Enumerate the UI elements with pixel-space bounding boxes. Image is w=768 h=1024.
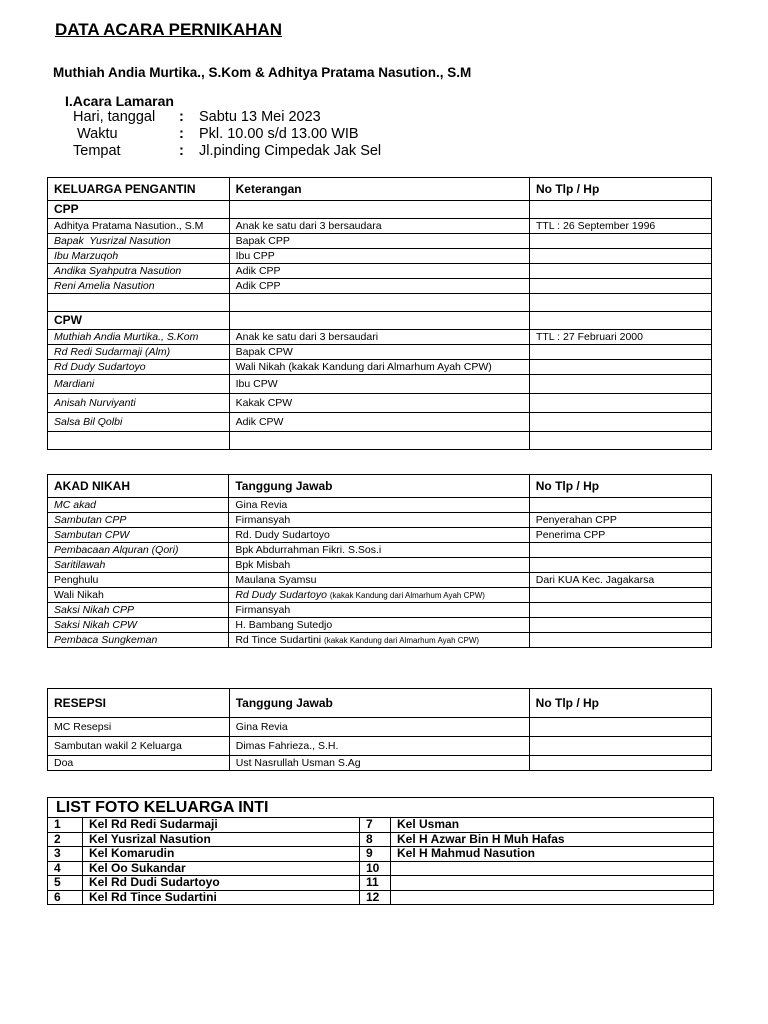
phone-cell: Penyerahan CPP [529, 513, 711, 528]
lamaran-value: Sabtu 13 Mei 2023 [199, 109, 321, 125]
photo-number: 5 [48, 876, 83, 891]
group-label: CPP [48, 201, 230, 219]
table-row [48, 498, 712, 513]
person-note: (kakak Kandung dari Almarhum Ayah CPW) [324, 635, 480, 645]
person-in-charge: Rd Tince Sudartini (kakak Kandung dari Almarhum Ayah CPW) [229, 633, 529, 648]
lamaran-separator: : [179, 126, 184, 142]
table-row [48, 279, 712, 294]
phone-cell [529, 633, 711, 648]
photo-family [391, 876, 714, 891]
event-item: MC akad [48, 498, 229, 513]
member-note: Adik CPW [229, 413, 529, 432]
member-note: Bapak CPW [229, 345, 529, 360]
table-row [48, 890, 714, 905]
table-row [48, 219, 712, 234]
person-in-charge: Ust Nasrullah Usman S.Ag [229, 756, 529, 771]
member-note: Ibu CPW [229, 375, 529, 394]
group-label: CPW [48, 312, 230, 330]
person-in-charge: Bpk Abdurrahman Fikri. S.Sos.i [229, 543, 529, 558]
table-row [48, 737, 712, 756]
photo-number: 8 [360, 832, 391, 847]
person-in-charge: H. Bambang Sutedjo [229, 618, 529, 633]
photo-family: Kel H Azwar Bin H Muh Hafas [391, 832, 714, 847]
photo-list-table [47, 797, 714, 905]
table-row [48, 756, 712, 771]
table-row [48, 413, 712, 432]
photo-family: Kel Komarudin [83, 847, 360, 862]
phone-cell: Dari KUA Kec. Jagakarsa [529, 573, 711, 588]
photo-family: Kel H Mahmud Nasution [391, 847, 714, 862]
table-row [48, 528, 712, 543]
member-name: Mardiani [48, 375, 230, 394]
lamaran-label: Hari, tanggal [73, 109, 156, 125]
column-header: AKAD NIKAH [48, 475, 229, 498]
phone-cell [529, 603, 711, 618]
member-name: Reni Amelia Nasution [48, 279, 230, 294]
table-row [48, 360, 712, 375]
table-header-row [48, 475, 712, 498]
photo-number: 12 [360, 890, 391, 905]
person-in-charge: Maulana Syamsu [229, 573, 529, 588]
member-name: Rd Redi Sudarmaji (Alm) [48, 345, 230, 360]
member-name: Bapak Yusrizal Nasution [48, 234, 230, 249]
lamaran-separator: : [179, 143, 184, 159]
table-row [48, 618, 712, 633]
table-row [48, 832, 714, 847]
event-item: Doa [48, 756, 230, 771]
member-phone: TTL : 26 September 1996 [529, 219, 711, 234]
photo-list-title-row [48, 798, 714, 818]
event-item: Saritilawah [48, 558, 229, 573]
person-in-charge: Dimas Fahrieza., S.H. [229, 737, 529, 756]
table-row [48, 330, 712, 345]
event-item: Sambutan CPP [48, 513, 229, 528]
column-header: No Tlp / Hp [529, 178, 711, 201]
table-row [48, 861, 714, 876]
resepsi-table [47, 688, 712, 771]
photo-number: 7 [360, 818, 391, 833]
lamaran-value: Pkl. 10.00 s/d 13.00 WIB [199, 126, 359, 142]
member-name: Andika Syahputra Nasution [48, 264, 230, 279]
photo-number: 10 [360, 861, 391, 876]
member-note: Bapak CPP [229, 234, 529, 249]
person-in-charge: Gina Revia [229, 718, 529, 737]
phone-cell [529, 718, 711, 737]
member-note: Adik CPP [229, 264, 529, 279]
person-note: (kakak Kandung dari Almarhum Ayah CPW) [329, 590, 485, 600]
photo-number: 3 [48, 847, 83, 862]
person-in-charge: Rd. Dudy Sudartoyo [229, 528, 529, 543]
document-title: DATA ACARA PERNIKAHAN [55, 20, 282, 39]
table-row [48, 375, 712, 394]
column-header: Keterangan [229, 178, 529, 201]
event-item: Sambutan wakil 2 Keluarga [48, 737, 230, 756]
phone-cell [529, 498, 711, 513]
member-phone [529, 279, 711, 294]
empty-row [48, 432, 712, 450]
member-name: Ibu Marzuqoh [48, 249, 230, 264]
member-phone [529, 234, 711, 249]
lamaran-label: Waktu [73, 126, 118, 142]
photo-family [391, 890, 714, 905]
event-item: Pembacaan Alquran (Qori) [48, 543, 229, 558]
member-phone [529, 345, 711, 360]
photo-number: 6 [48, 890, 83, 905]
member-phone [529, 360, 711, 375]
column-header: No Tlp / Hp [529, 689, 711, 718]
table-row [48, 264, 712, 279]
lamaran-heading: I.Acara Lamaran [65, 93, 174, 109]
photo-list-title: LIST FOTO KELUARGA INTI [48, 798, 714, 818]
photo-family: Kel Rd Dudi Sudartoyo [83, 876, 360, 891]
event-item: Penghulu [48, 573, 229, 588]
phone-cell: Penerima CPP [529, 528, 711, 543]
column-header: No Tlp / Hp [529, 475, 711, 498]
photo-number: 2 [48, 832, 83, 847]
table-row [48, 818, 714, 833]
member-name: Adhitya Pratama Nasution., S.M [48, 219, 230, 234]
member-note: Wali Nikah (kakak Kandung dari Almarhum Ayah CPW) [229, 360, 529, 375]
photo-number: 9 [360, 847, 391, 862]
table-row [48, 588, 712, 603]
member-name: Rd Dudy Sudartoyo [48, 360, 230, 375]
member-phone [529, 413, 711, 432]
photo-number: 1 [48, 818, 83, 833]
photo-family: Kel Rd Tince Sudartini [83, 890, 360, 905]
table-row [48, 543, 712, 558]
member-note: Kakak CPW [229, 394, 529, 413]
keluarga-table [47, 177, 712, 450]
table-row [48, 718, 712, 737]
table-row [48, 633, 712, 648]
table-row [48, 345, 712, 360]
person-in-charge: Firmansyah [229, 603, 529, 618]
table-row [48, 847, 714, 862]
table-header-row [48, 689, 712, 718]
table-row [48, 394, 712, 413]
empty-row [48, 294, 712, 312]
couple-names: Muthiah Andia Murtika., S.Kom & Adhitya Pratama Nasution., S.M [53, 65, 472, 80]
cpw-group-row [48, 312, 712, 330]
column-header: Tanggung Jawab [229, 689, 529, 718]
table-header-row [48, 178, 712, 201]
phone-cell [529, 737, 711, 756]
table-row [48, 234, 712, 249]
member-note: Ibu CPP [229, 249, 529, 264]
person-in-charge: Firmansyah [229, 513, 529, 528]
photo-family: Kel Usman [391, 818, 714, 833]
member-phone: TTL : 27 Februari 2000 [529, 330, 711, 345]
phone-cell [529, 588, 711, 603]
event-item: Pembaca Sungkeman [48, 633, 229, 648]
lamaran-separator: : [179, 109, 184, 125]
photo-family: Kel Yusrizal Nasution [83, 832, 360, 847]
person-in-charge: Rd Dudy Sudartoyo (kakak Kandung dari Almarhum Ayah CPW) [229, 588, 529, 603]
event-item: Wali Nikah [48, 588, 229, 603]
table-row [48, 558, 712, 573]
event-item: MC Resepsi [48, 718, 230, 737]
member-name: Salsa Bil Qolbi [48, 413, 230, 432]
table-row [48, 249, 712, 264]
photo-number: 11 [360, 876, 391, 891]
member-note: Adik CPP [229, 279, 529, 294]
member-note: Anak ke satu dari 3 bersaudari [229, 330, 529, 345]
akad-table [47, 474, 712, 648]
lamaran-row-place [73, 142, 573, 161]
table-row [48, 573, 712, 588]
event-item: Sambutan CPW [48, 528, 229, 543]
member-phone [529, 264, 711, 279]
table-row [48, 876, 714, 891]
photo-family: Kel Rd Redi Sudarmaji [83, 818, 360, 833]
table-row [48, 603, 712, 618]
person-in-charge: Bpk Misbah [229, 558, 529, 573]
lamaran-value: Jl.pinding Cimpedak Jak Sel [199, 143, 382, 159]
table-row [48, 513, 712, 528]
phone-cell [529, 756, 711, 771]
member-phone [529, 249, 711, 264]
column-header: Tanggung Jawab [229, 475, 529, 498]
photo-number: 4 [48, 861, 83, 876]
photo-family: Kel Oo Sukandar [83, 861, 360, 876]
member-phone [529, 394, 711, 413]
photo-family [391, 861, 714, 876]
phone-cell [529, 558, 711, 573]
member-note: Anak ke satu dari 3 bersaudara [229, 219, 529, 234]
lamaran-label: Tempat [73, 143, 121, 159]
cpp-group-row [48, 201, 712, 219]
phone-cell [529, 543, 711, 558]
person-in-charge: Gina Revia [229, 498, 529, 513]
member-phone [529, 375, 711, 394]
event-item: Saksi Nikah CPP [48, 603, 229, 618]
member-name: Anisah Nurviyanti [48, 394, 230, 413]
member-name: Muthiah Andia Murtika., S.Kom [48, 330, 230, 345]
column-header: RESEPSI [48, 689, 230, 718]
column-header: KELUARGA PENGANTIN [48, 178, 230, 201]
event-item: Saksi Nikah CPW [48, 618, 229, 633]
phone-cell [529, 618, 711, 633]
